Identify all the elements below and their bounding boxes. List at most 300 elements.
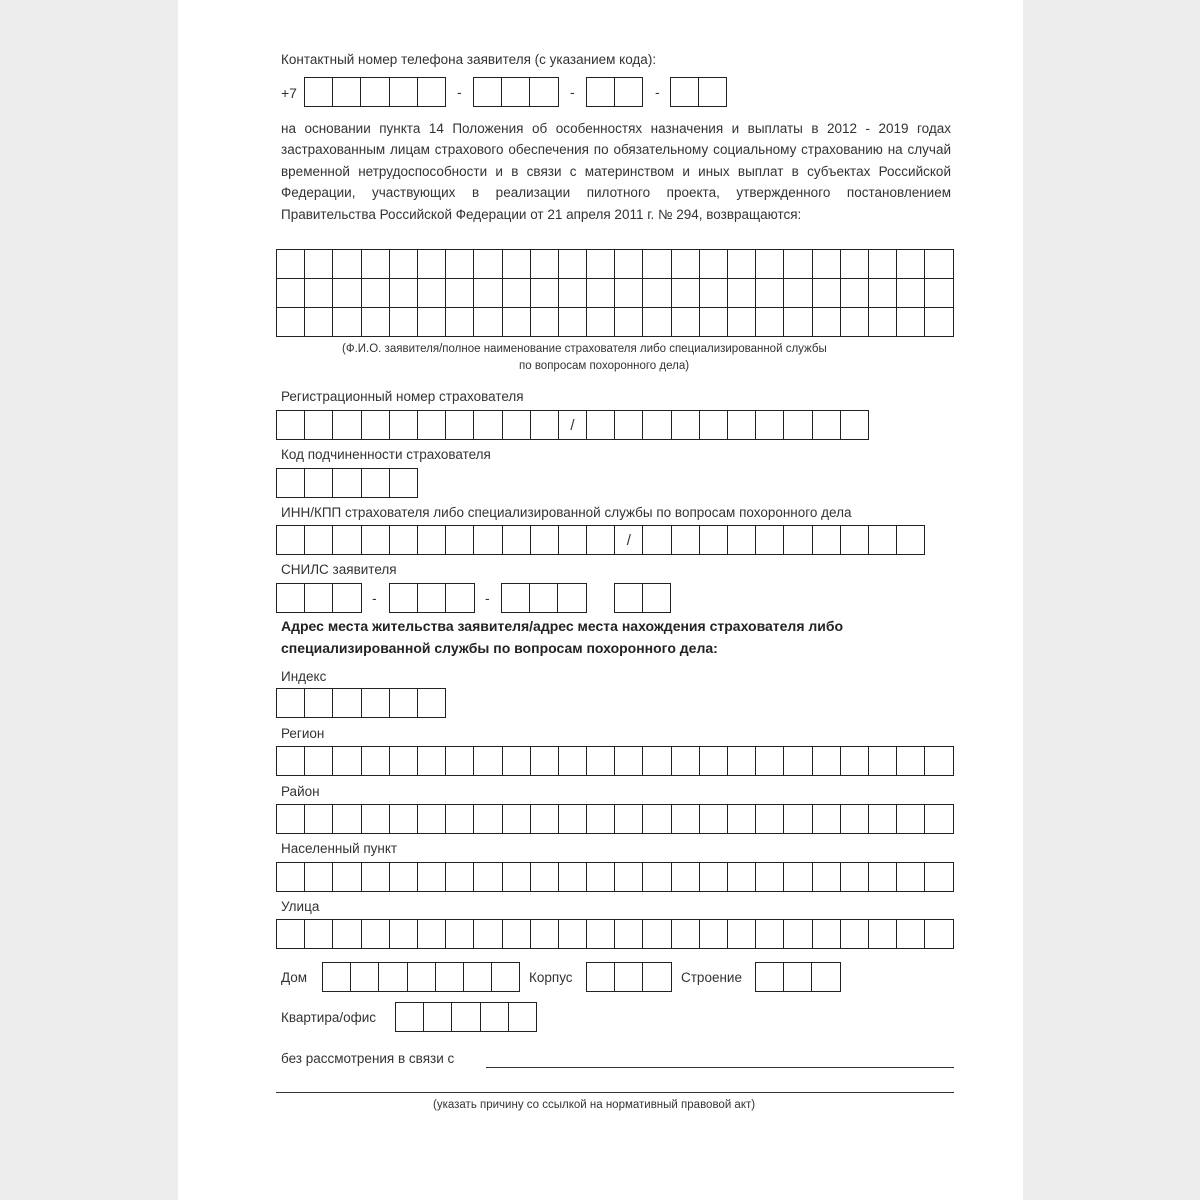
input-cell[interactable] bbox=[756, 250, 784, 279]
input-cell[interactable] bbox=[756, 919, 784, 949]
input-cell[interactable] bbox=[869, 308, 897, 337]
input-cell[interactable] bbox=[362, 525, 390, 555]
input-cell[interactable] bbox=[277, 583, 305, 613]
street-cells[interactable] bbox=[276, 919, 954, 949]
input-cell[interactable] bbox=[390, 468, 418, 498]
input-cell[interactable] bbox=[728, 308, 756, 337]
input-cell[interactable] bbox=[643, 804, 671, 834]
input-cell[interactable] bbox=[503, 279, 531, 308]
input-cell[interactable] bbox=[897, 804, 925, 834]
input-cell[interactable] bbox=[728, 525, 756, 555]
input-cell[interactable] bbox=[333, 468, 361, 498]
input-cell[interactable] bbox=[408, 962, 436, 992]
input-cell[interactable] bbox=[333, 525, 361, 555]
input-cell[interactable] bbox=[502, 77, 530, 107]
input-cell[interactable] bbox=[700, 410, 728, 440]
input-cell[interactable] bbox=[813, 804, 841, 834]
input-cell[interactable] bbox=[277, 525, 305, 555]
input-cell[interactable] bbox=[559, 308, 587, 337]
region-label: Регион bbox=[281, 726, 325, 741]
input-cell[interactable] bbox=[362, 862, 390, 892]
input-cell[interactable] bbox=[869, 862, 897, 892]
input-cell[interactable] bbox=[587, 279, 615, 308]
input-cell[interactable] bbox=[869, 919, 897, 949]
input-cell[interactable] bbox=[362, 468, 390, 498]
phone-part2-cells[interactable] bbox=[586, 77, 643, 107]
input-cell[interactable] bbox=[418, 77, 446, 107]
input-cell[interactable] bbox=[446, 919, 474, 949]
grid-row bbox=[277, 308, 954, 337]
input-cell[interactable] bbox=[446, 583, 474, 613]
input-cell[interactable] bbox=[390, 77, 418, 107]
input-cell[interactable] bbox=[446, 250, 474, 279]
input-cell[interactable] bbox=[418, 862, 446, 892]
input-cell[interactable] bbox=[418, 525, 446, 555]
input-cell[interactable] bbox=[531, 919, 559, 949]
input-cell[interactable] bbox=[305, 583, 333, 613]
phone-dash-1: - bbox=[457, 84, 462, 100]
input-cell[interactable] bbox=[333, 583, 361, 613]
subordination-cells[interactable] bbox=[276, 468, 418, 498]
input-cell[interactable] bbox=[728, 746, 756, 776]
input-cell[interactable] bbox=[841, 525, 869, 555]
input-cell[interactable] bbox=[333, 688, 361, 718]
input-cell[interactable] bbox=[509, 1002, 537, 1032]
input-cell[interactable] bbox=[390, 746, 418, 776]
input-cell[interactable] bbox=[362, 746, 390, 776]
input-cell[interactable] bbox=[559, 746, 587, 776]
input-cell[interactable] bbox=[643, 583, 671, 613]
input-cell[interactable] bbox=[700, 279, 728, 308]
input-cell[interactable] bbox=[672, 410, 700, 440]
input-cell[interactable] bbox=[812, 962, 840, 992]
locality-cells[interactable] bbox=[276, 862, 954, 892]
input-cell[interactable] bbox=[503, 525, 531, 555]
input-cell[interactable] bbox=[277, 919, 305, 949]
phone-dash-2: - bbox=[570, 84, 575, 100]
input-cell[interactable] bbox=[277, 468, 305, 498]
input-cell[interactable] bbox=[897, 250, 925, 279]
input-cell[interactable] bbox=[897, 279, 925, 308]
input-cell[interactable] bbox=[869, 279, 897, 308]
snils-dash-1: - bbox=[372, 590, 377, 606]
structure-cells[interactable] bbox=[755, 962, 841, 992]
input-cell[interactable] bbox=[643, 962, 671, 992]
input-cell[interactable] bbox=[446, 804, 474, 834]
input-cell[interactable] bbox=[277, 250, 305, 279]
input-cell[interactable] bbox=[390, 279, 418, 308]
input-cell[interactable] bbox=[481, 1002, 509, 1032]
input-cell[interactable] bbox=[333, 919, 361, 949]
input-cell[interactable] bbox=[643, 250, 671, 279]
input-cell[interactable] bbox=[587, 77, 615, 107]
input-cell[interactable] bbox=[728, 862, 756, 892]
input-cell[interactable] bbox=[474, 919, 502, 949]
input-cell[interactable] bbox=[305, 77, 333, 107]
input-cell[interactable] bbox=[531, 746, 559, 776]
input-cell[interactable] bbox=[305, 250, 333, 279]
input-cell[interactable] bbox=[277, 804, 305, 834]
input-cell[interactable] bbox=[784, 410, 812, 440]
input-cell[interactable] bbox=[333, 746, 361, 776]
input-cell[interactable] bbox=[784, 862, 812, 892]
input-cell[interactable] bbox=[396, 1002, 424, 1032]
input-cell[interactable] bbox=[925, 746, 953, 776]
input-cell[interactable] bbox=[728, 250, 756, 279]
input-cell[interactable] bbox=[446, 279, 474, 308]
input-cell[interactable] bbox=[558, 583, 586, 613]
input-cell[interactable] bbox=[784, 279, 812, 308]
input-cell[interactable] bbox=[418, 919, 446, 949]
input-cell[interactable] bbox=[897, 919, 925, 949]
input-cell[interactable] bbox=[333, 862, 361, 892]
input-cell[interactable] bbox=[615, 583, 643, 613]
input-cell[interactable] bbox=[418, 308, 446, 337]
input-cell[interactable] bbox=[700, 525, 728, 555]
input-cell[interactable] bbox=[813, 250, 841, 279]
input-cell[interactable] bbox=[643, 862, 671, 892]
snils-part2-cells[interactable] bbox=[389, 583, 475, 613]
input-cell[interactable] bbox=[418, 250, 446, 279]
input-cell[interactable] bbox=[756, 746, 784, 776]
input-cell[interactable] bbox=[446, 410, 474, 440]
input-cell[interactable] bbox=[361, 77, 389, 107]
input-cell[interactable] bbox=[672, 862, 700, 892]
input-cell[interactable] bbox=[756, 804, 784, 834]
input-cell[interactable] bbox=[813, 410, 841, 440]
input-cell[interactable] bbox=[897, 525, 925, 555]
input-cell[interactable] bbox=[305, 308, 333, 337]
structure-label: Строение bbox=[681, 970, 742, 985]
input-cell[interactable] bbox=[559, 862, 587, 892]
input-cell[interactable] bbox=[897, 746, 925, 776]
snils-label: СНИЛС заявителя bbox=[281, 562, 397, 577]
input-cell[interactable] bbox=[700, 804, 728, 834]
input-cell[interactable] bbox=[869, 250, 897, 279]
region-cells[interactable] bbox=[276, 746, 954, 776]
input-cell[interactable] bbox=[390, 804, 418, 834]
input-cell[interactable] bbox=[418, 410, 446, 440]
phone-label: Контактный номер телефона заявителя (с указанием кода): bbox=[281, 52, 657, 67]
input-cell[interactable] bbox=[587, 308, 615, 337]
input-cell[interactable] bbox=[474, 746, 502, 776]
input-cell[interactable] bbox=[531, 804, 559, 834]
input-cell[interactable] bbox=[362, 804, 390, 834]
phone-prefix: +7 bbox=[281, 85, 297, 101]
input-cell[interactable] bbox=[277, 862, 305, 892]
input-cell[interactable] bbox=[643, 919, 671, 949]
input-cell[interactable] bbox=[531, 279, 559, 308]
input-cell[interactable] bbox=[615, 962, 643, 992]
input-cell[interactable] bbox=[672, 279, 700, 308]
subordination-label: Код подчиненности страхователя bbox=[281, 447, 491, 462]
input-cell[interactable] bbox=[700, 919, 728, 949]
input-cell[interactable] bbox=[672, 746, 700, 776]
input-cell[interactable] bbox=[672, 525, 700, 555]
input-cell[interactable] bbox=[277, 410, 305, 440]
building-cells[interactable] bbox=[586, 962, 672, 992]
input-cell[interactable] bbox=[492, 962, 520, 992]
separator-cell: / bbox=[559, 410, 587, 440]
input-cell[interactable] bbox=[728, 410, 756, 440]
input-cell[interactable] bbox=[418, 746, 446, 776]
input-cell[interactable] bbox=[700, 862, 728, 892]
input-cell[interactable] bbox=[728, 804, 756, 834]
input-cell[interactable] bbox=[559, 919, 587, 949]
input-cell[interactable] bbox=[897, 308, 925, 337]
input-cell[interactable] bbox=[559, 250, 587, 279]
input-cell[interactable] bbox=[700, 308, 728, 337]
input-cell[interactable] bbox=[474, 77, 502, 107]
input-cell[interactable] bbox=[333, 279, 361, 308]
input-cell[interactable] bbox=[305, 804, 333, 834]
input-cell[interactable] bbox=[813, 525, 841, 555]
input-cell[interactable] bbox=[643, 308, 671, 337]
input-cell[interactable] bbox=[390, 919, 418, 949]
input-cell[interactable] bbox=[474, 862, 502, 892]
input-cell[interactable] bbox=[925, 919, 953, 949]
input-cell[interactable] bbox=[559, 279, 587, 308]
input-cell[interactable] bbox=[841, 279, 869, 308]
input-cell[interactable] bbox=[531, 250, 559, 279]
input-cell[interactable] bbox=[784, 919, 812, 949]
address-heading-line1: Адрес места жительства заявителя/адрес места нахождения страхователя либо bbox=[281, 618, 844, 634]
input-cell[interactable] bbox=[672, 308, 700, 337]
input-cell[interactable] bbox=[531, 525, 559, 555]
input-cell[interactable] bbox=[362, 308, 390, 337]
input-cell[interactable] bbox=[305, 688, 333, 718]
input-cell[interactable] bbox=[333, 410, 361, 440]
input-cell[interactable] bbox=[305, 919, 333, 949]
input-cell[interactable] bbox=[643, 279, 671, 308]
input-cell[interactable] bbox=[503, 919, 531, 949]
input-cell[interactable] bbox=[333, 77, 361, 107]
input-cell[interactable] bbox=[418, 804, 446, 834]
reason-input-line[interactable] bbox=[486, 1067, 954, 1068]
input-cell[interactable] bbox=[813, 308, 841, 337]
input-cell[interactable] bbox=[841, 919, 869, 949]
input-cell[interactable] bbox=[615, 279, 643, 308]
input-cell[interactable] bbox=[756, 862, 784, 892]
input-cell[interactable] bbox=[305, 468, 333, 498]
input-cell[interactable] bbox=[277, 688, 305, 718]
input-cell[interactable] bbox=[452, 1002, 480, 1032]
input-cell[interactable] bbox=[925, 308, 953, 337]
input-cell[interactable] bbox=[323, 962, 351, 992]
input-cell[interactable] bbox=[756, 962, 784, 992]
input-cell[interactable] bbox=[897, 862, 925, 892]
input-cell[interactable] bbox=[531, 308, 559, 337]
input-cell[interactable] bbox=[531, 410, 559, 440]
input-cell[interactable] bbox=[390, 583, 418, 613]
input-cell[interactable] bbox=[643, 746, 671, 776]
input-cell[interactable] bbox=[362, 410, 390, 440]
input-cell[interactable] bbox=[869, 746, 897, 776]
input-cell[interactable] bbox=[424, 1002, 452, 1032]
input-cell[interactable] bbox=[503, 862, 531, 892]
input-cell[interactable] bbox=[474, 308, 502, 337]
input-cell[interactable] bbox=[813, 862, 841, 892]
reason-continuation-line[interactable] bbox=[276, 1092, 954, 1093]
input-cell[interactable] bbox=[390, 862, 418, 892]
input-cell[interactable] bbox=[784, 308, 812, 337]
input-cell[interactable] bbox=[615, 410, 643, 440]
input-cell[interactable] bbox=[869, 804, 897, 834]
input-cell[interactable] bbox=[615, 804, 643, 834]
separator-cell: / bbox=[615, 525, 643, 555]
input-cell[interactable] bbox=[587, 746, 615, 776]
input-cell[interactable] bbox=[418, 279, 446, 308]
input-cell[interactable] bbox=[925, 250, 953, 279]
input-cell[interactable] bbox=[869, 525, 897, 555]
input-cell[interactable] bbox=[474, 279, 502, 308]
input-cell[interactable] bbox=[841, 862, 869, 892]
input-cell[interactable] bbox=[925, 804, 953, 834]
input-cell[interactable] bbox=[503, 410, 531, 440]
input-cell[interactable] bbox=[925, 279, 953, 308]
input-cell[interactable] bbox=[305, 862, 333, 892]
input-cell[interactable] bbox=[530, 583, 558, 613]
input-cell[interactable] bbox=[615, 862, 643, 892]
input-cell[interactable] bbox=[615, 250, 643, 279]
input-cell[interactable] bbox=[503, 746, 531, 776]
input-cell[interactable] bbox=[362, 250, 390, 279]
input-cell[interactable] bbox=[671, 77, 699, 107]
input-cell[interactable] bbox=[699, 77, 727, 107]
input-cell[interactable] bbox=[841, 250, 869, 279]
input-cell[interactable] bbox=[305, 410, 333, 440]
input-cell[interactable] bbox=[474, 410, 502, 440]
phone-part1-cells[interactable] bbox=[473, 77, 559, 107]
input-cell[interactable] bbox=[446, 746, 474, 776]
input-cell[interactable] bbox=[418, 688, 446, 718]
input-cell[interactable] bbox=[587, 525, 615, 555]
input-cell[interactable] bbox=[587, 962, 615, 992]
input-cell[interactable] bbox=[672, 919, 700, 949]
input-cell[interactable] bbox=[728, 919, 756, 949]
input-cell[interactable] bbox=[390, 688, 418, 718]
input-cell[interactable] bbox=[559, 804, 587, 834]
index-cells[interactable] bbox=[276, 688, 446, 718]
input-cell[interactable] bbox=[587, 250, 615, 279]
input-cell[interactable] bbox=[784, 525, 812, 555]
input-cell[interactable] bbox=[784, 250, 812, 279]
input-cell[interactable] bbox=[474, 250, 502, 279]
input-cell[interactable] bbox=[784, 962, 812, 992]
input-cell[interactable] bbox=[390, 308, 418, 337]
input-cell[interactable] bbox=[277, 308, 305, 337]
district-cells[interactable] bbox=[276, 804, 954, 834]
input-cell[interactable] bbox=[530, 77, 558, 107]
input-cell[interactable] bbox=[643, 525, 671, 555]
input-cell[interactable] bbox=[390, 525, 418, 555]
input-cell[interactable] bbox=[305, 525, 333, 555]
input-cell[interactable] bbox=[333, 804, 361, 834]
input-cell[interactable] bbox=[587, 919, 615, 949]
snils-control-cells[interactable] bbox=[614, 583, 671, 613]
input-cell[interactable] bbox=[503, 804, 531, 834]
input-cell[interactable] bbox=[277, 279, 305, 308]
input-cell[interactable] bbox=[587, 862, 615, 892]
input-cell[interactable] bbox=[841, 308, 869, 337]
input-cell[interactable] bbox=[446, 525, 474, 555]
input-cell[interactable] bbox=[474, 525, 502, 555]
input-cell[interactable] bbox=[672, 250, 700, 279]
input-cell[interactable] bbox=[813, 746, 841, 776]
input-cell[interactable] bbox=[503, 308, 531, 337]
applicant-name-grid[interactable] bbox=[276, 249, 954, 337]
input-cell[interactable] bbox=[756, 525, 784, 555]
input-cell[interactable] bbox=[615, 77, 643, 107]
input-cell[interactable] bbox=[333, 308, 361, 337]
input-cell[interactable] bbox=[446, 862, 474, 892]
phone-code-cells[interactable] bbox=[304, 77, 446, 107]
input-cell[interactable] bbox=[925, 862, 953, 892]
phone-part3-cells[interactable] bbox=[670, 77, 727, 107]
input-cell[interactable] bbox=[587, 804, 615, 834]
input-cell[interactable] bbox=[305, 279, 333, 308]
house-cells[interactable] bbox=[322, 962, 520, 992]
input-cell[interactable] bbox=[756, 410, 784, 440]
input-cell[interactable] bbox=[784, 746, 812, 776]
input-cell[interactable] bbox=[351, 962, 379, 992]
input-cell[interactable] bbox=[464, 962, 492, 992]
input-cell[interactable] bbox=[418, 583, 446, 613]
input-cell[interactable] bbox=[503, 250, 531, 279]
house-label: Дом bbox=[281, 970, 308, 985]
input-cell[interactable] bbox=[362, 279, 390, 308]
snils-part3-cells[interactable] bbox=[501, 583, 587, 613]
input-cell[interactable] bbox=[643, 410, 671, 440]
input-cell[interactable] bbox=[362, 919, 390, 949]
snils-part1-cells[interactable] bbox=[276, 583, 362, 613]
input-cell[interactable] bbox=[841, 410, 869, 440]
input-cell[interactable] bbox=[446, 308, 474, 337]
snils-dash-2: - bbox=[485, 590, 490, 606]
input-cell[interactable] bbox=[587, 410, 615, 440]
input-cell[interactable] bbox=[379, 962, 407, 992]
input-cell[interactable] bbox=[615, 919, 643, 949]
input-cell[interactable] bbox=[615, 746, 643, 776]
input-cell[interactable] bbox=[813, 279, 841, 308]
input-cell[interactable] bbox=[841, 804, 869, 834]
input-cell[interactable] bbox=[362, 688, 390, 718]
input-cell[interactable] bbox=[474, 804, 502, 834]
input-cell[interactable] bbox=[756, 279, 784, 308]
input-cell[interactable] bbox=[436, 962, 464, 992]
input-cell[interactable] bbox=[277, 746, 305, 776]
input-cell[interactable] bbox=[700, 250, 728, 279]
input-cell[interactable] bbox=[756, 308, 784, 337]
input-cell[interactable] bbox=[700, 746, 728, 776]
input-cell[interactable] bbox=[305, 746, 333, 776]
input-cell[interactable] bbox=[841, 746, 869, 776]
input-cell[interactable] bbox=[531, 862, 559, 892]
input-cell[interactable] bbox=[672, 804, 700, 834]
input-cell[interactable] bbox=[784, 804, 812, 834]
apartment-cells[interactable] bbox=[395, 1002, 537, 1032]
input-cell[interactable] bbox=[813, 919, 841, 949]
inn-kpp-cells[interactable] bbox=[276, 525, 925, 555]
input-cell[interactable] bbox=[559, 525, 587, 555]
input-cell[interactable] bbox=[615, 308, 643, 337]
input-cell[interactable] bbox=[502, 583, 530, 613]
input-cell[interactable] bbox=[728, 279, 756, 308]
input-cell[interactable] bbox=[390, 410, 418, 440]
input-cell[interactable] bbox=[333, 250, 361, 279]
reg-number-cells[interactable] bbox=[276, 410, 869, 440]
input-cell[interactable] bbox=[390, 250, 418, 279]
